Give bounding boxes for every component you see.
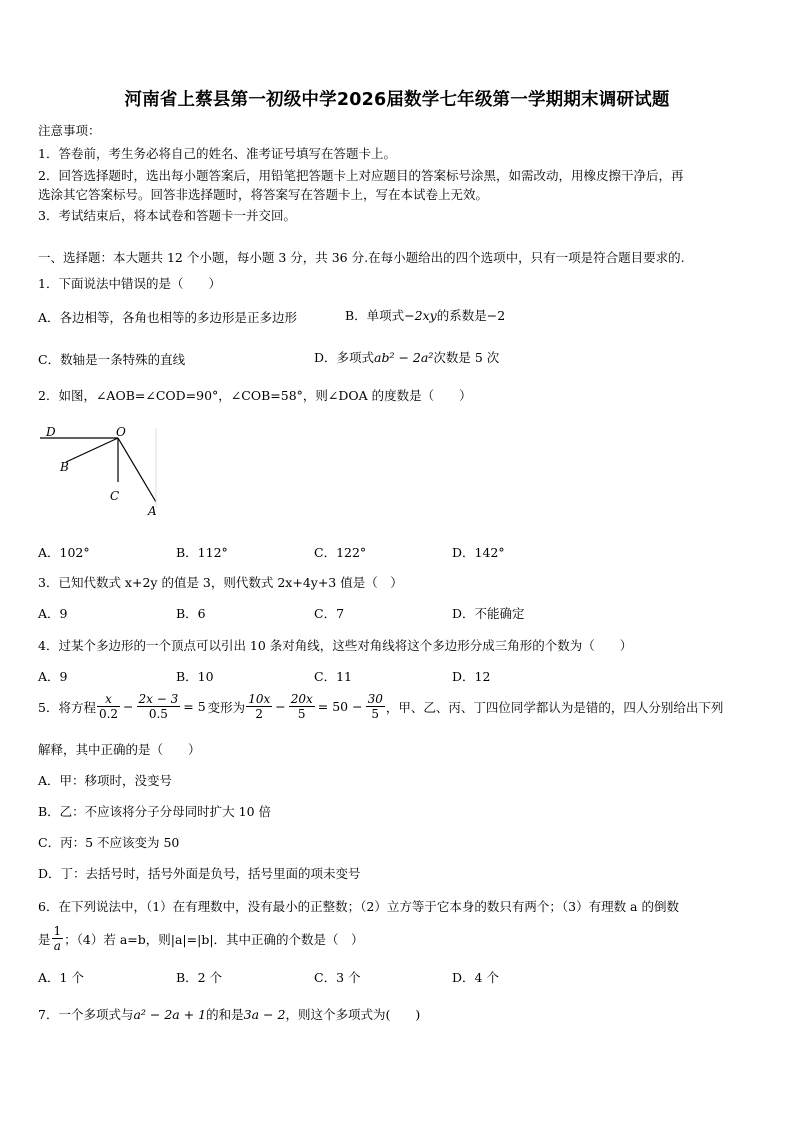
section-heading: 一、选择题：本大题共 12 个小题，每小题 3 分，共 36 分.在每小题给出的四个选项中，只有一项是符合题目要求的. [38, 250, 685, 265]
q1-option-d-prefix: D．多项式 [314, 350, 375, 365]
label-b: B [60, 460, 69, 474]
q6-option-c: C．3 个 [314, 970, 361, 985]
q1-option-d-expression: ab² − 2a² [374, 350, 434, 365]
q5-eq1-frac2 [137, 692, 181, 721]
q4-option-b: B．10 [176, 669, 214, 684]
q3-option-b: B．6 [176, 606, 206, 621]
q1-option-d-suffix: 次数是 5 次 [433, 350, 500, 365]
q5-eq2-frac2 [289, 692, 315, 721]
q5-eq2-num2: 20x [290, 692, 313, 706]
notice-item-1: 1．答卷前，考生务必将自己的姓名、准考证号填写在答题卡上。 [38, 146, 396, 161]
q7-prefix: 7．一个多项式与 [38, 1007, 134, 1022]
q4-option-d: D．12 [452, 669, 491, 684]
q3-stem: 3．已知代数式 x+2y 的值是 3，则代数式 2x+4y+3 值是（ ） [38, 575, 403, 590]
q5-eq1-num1: x [97, 692, 120, 707]
q5-stem-line2: 解释，其中正确的是（ ） [38, 742, 201, 757]
q1-option-a: A．各边相等，各角也相等的多边形是正多边形 [38, 310, 298, 325]
q1-option-b-expression: −2xy [404, 308, 437, 323]
q6-line2-prefix: 是 [38, 931, 51, 947]
q5-eq2-den1: 2 [255, 707, 264, 721]
ray-oa [118, 438, 156, 502]
q2-option-c: C．122° [314, 545, 367, 560]
q5-eq2-mid: = 50 − [317, 699, 363, 714]
label-a: A [148, 504, 157, 518]
q6-line2-suffix: ；（4）若 a=b，则|a|=|b|．其中正确的个数是（ ） [64, 931, 364, 947]
q7-expression-1: a² − 2a + 1 [133, 1007, 207, 1022]
q6-frac-den: a [53, 939, 61, 953]
q2-option-d: D．142° [452, 545, 505, 560]
q7-suffix: ，则这个多项式为( ) [285, 1007, 421, 1022]
q5-eq1-rhs: = 5 [183, 699, 206, 714]
q2-option-a: A．102° [38, 545, 90, 560]
q1-option-c: C．数轴是一条特殊的直线 [38, 352, 186, 367]
q4-option-c: C．11 [314, 669, 352, 684]
q4-stem: 4．过某个多边形的一个顶点可以引出 10 条对角线，这些对角线将这个多边形分成三角形的个数为（ ） [38, 638, 633, 653]
notice-heading: 注意事项： [38, 123, 101, 138]
q5-option-a: A．甲：移项时，没变号 [38, 773, 173, 788]
q6-fraction [52, 924, 64, 953]
q5-eq2-frac3 [366, 692, 385, 721]
label-o: O [116, 425, 126, 439]
q5-option-d: D．丁：去括号时，括号外面是负号，括号里面的项未变号 [38, 866, 361, 881]
q4-option-a: A．9 [38, 669, 68, 684]
ray-ob [66, 438, 118, 462]
q1-option-d [314, 348, 499, 366]
q2-angle-figure [38, 420, 163, 520]
label-c: C [110, 489, 120, 503]
q5-suffix: ，甲、乙、丙、丁四位同学都认为是错的，四人分别给出下列 [385, 699, 724, 715]
q6-frac-num: 1 [53, 924, 62, 938]
q1-option-b-suffix: 的系数是−2 [436, 308, 506, 323]
q7-middle: 的和是 [206, 1007, 244, 1022]
q6-option-b: B．2 个 [176, 970, 223, 985]
q7-stem [38, 1005, 420, 1023]
q5-eq2-num3: 30 [367, 692, 383, 706]
q1-option-b-prefix: B．单项式 [345, 308, 405, 323]
q5-option-b: B．乙：不应该将分子分母同时扩大 10 倍 [38, 804, 272, 819]
q3-option-c: C．7 [314, 606, 345, 621]
q6-option-d: D．4 个 [452, 970, 499, 985]
q5-eq1-num2: 2x − 3 [138, 692, 179, 706]
q5-stem [38, 692, 723, 721]
q6-stem-line2 [38, 924, 364, 953]
q5-eq1-den2: 0.5 [148, 707, 168, 721]
notice-item-2: 2．回答选择题时，选出每小题答案后，用铅笔把答题卡上对应题目的答案标号涂黑，如需改动，用橡皮擦干净后，再 [38, 168, 684, 183]
q5-eq2-minus: − [275, 699, 286, 714]
q1-option-b [345, 306, 505, 324]
q2-stem: 2．如图，∠AOB=∠COD=90°，∠COB=58°，则∠DOA 的度数是（ ） [38, 388, 472, 403]
q3-option-a: A．9 [38, 606, 68, 621]
q1-stem: 1．下面说法中错误的是（ ） [38, 276, 221, 291]
q6-option-a: A．1 个 [38, 970, 84, 985]
q5-eq2-den2: 5 [297, 707, 306, 721]
q7-expression-2: 3a − 2 [243, 1007, 286, 1022]
q3-option-d: D．不能确定 [452, 606, 525, 621]
notice-item-3: 3．考试结束后，将本试卷和答题卡一并交回。 [38, 208, 296, 223]
q5-eq2-num1: 10x [248, 692, 271, 706]
q5-middle: 变形为 [207, 699, 246, 715]
q5-eq1-frac1 [97, 692, 120, 721]
q5-prefix: 5．将方程 [38, 699, 96, 715]
label-d: D [46, 425, 56, 439]
q5-option-c: C．丙：5 不应该变为 50 [38, 835, 180, 850]
q5-eq2-frac1 [246, 692, 272, 721]
q5-eq1-minus: − [123, 699, 134, 714]
notice-item-2-cont: 选涂其它答案标号。回答非选择题时，将答案写在答题卡上，写在本试卷上无效。 [38, 187, 489, 202]
q5-eq1-den1: 0.2 [98, 707, 119, 721]
page-title: 河南省上蔡县第一初级中学2026届数学七年级第一学期期末调研试题 [124, 90, 670, 110]
q2-option-b: B．112° [176, 545, 228, 560]
q5-eq2-den3: 5 [371, 707, 380, 721]
q6-stem-line1: 6．在下列说法中，（1）在有理数中，没有最小的正整数；（2）立方等于它本身的数只有两个；（3）有理数 a 的倒数 [38, 899, 679, 914]
